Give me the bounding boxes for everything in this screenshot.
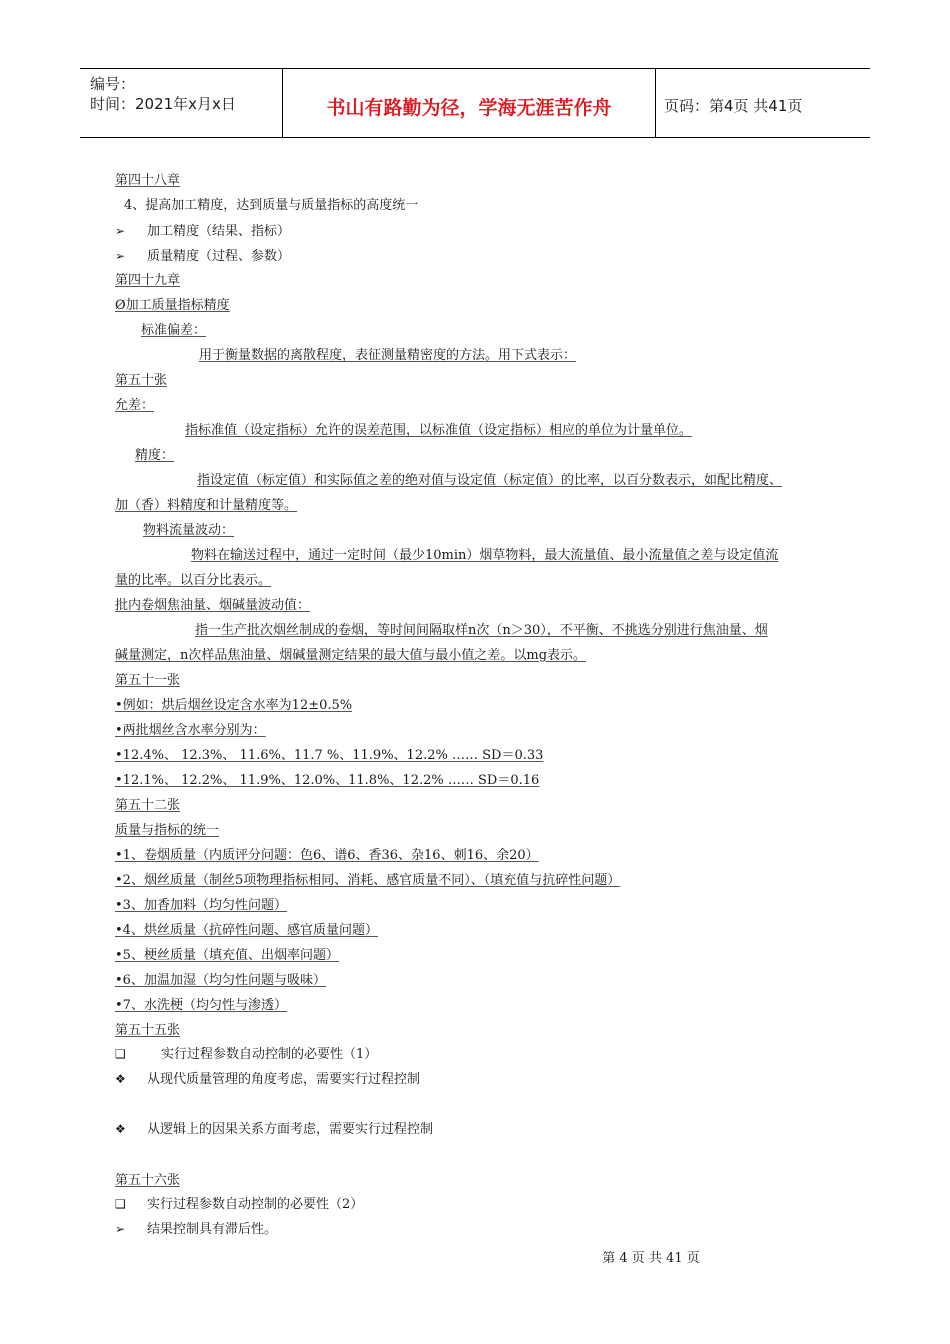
section-heading: 第五十张 — [115, 373, 168, 388]
list-item: •3、加香加料（均匀性问题） — [115, 898, 287, 913]
header-meta — [80, 69, 282, 137]
list-item-label: 实行过程参数自动控制的必要性（1） — [161, 1047, 378, 1062]
list-item: •7、水洗梗（均匀性与渗透） — [115, 998, 287, 1013]
text-line: •例如：烘后烟丝设定含水率为12±0.5% — [115, 698, 353, 713]
arrow-icon: ➢ — [115, 224, 126, 238]
header-page-cell — [654, 69, 870, 137]
list-item: •1、卷烟质量（内质评分问题：色6、谱6、香36、杂16、刺16、余20） — [115, 848, 539, 863]
footer-page-number: 第 4 页 共 41 页 — [602, 1251, 700, 1266]
term-label: 批内卷烟焦油量、烟碱量波动值： — [115, 598, 311, 613]
square-bullet-icon: ❑ — [115, 1047, 126, 1061]
term-label: 允差： — [115, 398, 155, 413]
section-heading: 第四十九章 — [115, 273, 181, 288]
list-item: •5、梗丝质量（填充值、出烟率问题） — [115, 948, 339, 963]
text-line: 量的比率。以百分比表示。 — [115, 573, 272, 588]
arrow-icon: ➢ — [115, 249, 126, 263]
text-line: 指标准值（设定指标）允许的误差范围，以标准值（设定指标）相应的单位为计量单位。 — [185, 423, 693, 438]
text-line: 物料在输送过程中，通过一定时间（最少10min）烟草物料，最大流量值、最小流量值之差与设定值流 — [191, 548, 779, 563]
list-item — [115, 222, 290, 241]
list-item — [115, 1070, 420, 1089]
list-item-label: 从逻辑上的因果关系方面考虑，需要实行过程控制 — [147, 1122, 434, 1137]
page-header — [80, 68, 870, 138]
section-heading: 第五十一张 — [115, 673, 181, 688]
arrow-icon: ➢ — [115, 1222, 126, 1236]
diamond-bullet-icon: ❖ — [115, 1072, 126, 1086]
text-line: •12.1%、 12.2%、 11.9%、12.0%、11.8%、12.2% …… SD＝0.16 — [115, 773, 540, 788]
date-label: 时间：2021年x月x日 — [90, 95, 236, 113]
header-motto-cell — [282, 69, 656, 137]
header-page-label: 页码：第4页 共41页 — [664, 97, 803, 115]
term-label: 精度： — [135, 448, 175, 463]
header-motto: 书山有路勤为径，学海无涯苦作舟 — [326, 97, 612, 119]
text-line: 碱量测定，n次样品焦油量、烟碱量测定结果的最大值与最小值之差。以mg表示。 — [115, 648, 587, 663]
text-line: Ø加工质量指标精度 — [115, 298, 230, 313]
list-item-label: 实行过程参数自动控制的必要性（2） — [147, 1197, 364, 1212]
section-heading: 第五十二张 — [115, 798, 181, 813]
text-line: 用于衡量数据的离散程度，表征测量精密度的方法。用下式表示： — [199, 348, 577, 363]
text-line: 4、提高加工精度，达到质量与质量指标的高度统一 — [124, 198, 419, 213]
list-item-label: 加工精度（结果、指标） — [147, 224, 291, 239]
list-item — [115, 1220, 277, 1239]
term-label: 标准偏差： — [141, 323, 207, 338]
list-item-label: 质量精度（过程、参数） — [147, 249, 291, 264]
text-line: •两批烟丝含水率分别为： — [115, 723, 266, 738]
list-item — [115, 1120, 433, 1139]
list-item: •4、烘丝质量（抗碎性问题、感官质量问题） — [115, 923, 378, 938]
page-footer — [0, 1247, 950, 1266]
diamond-bullet-icon: ❖ — [115, 1122, 126, 1136]
text-line: 质量与指标的统一 — [115, 823, 220, 838]
section-heading: 第五十五张 — [115, 1023, 181, 1038]
list-item: •2、烟丝质量（制丝5项物理指标相同、消耗、感官质量不同）、（填充值与抗碎性问题） — [115, 873, 621, 888]
text-line: 加（香）料精度和计量精度等。 — [115, 498, 298, 513]
list-item-label: 从现代质量管理的角度考虑，需要实行过程控制 — [147, 1072, 421, 1087]
list-item-label: 结果控制具有滞后性。 — [147, 1222, 278, 1237]
text-line: •12.4%、 12.3%、 11.6%、11.7 %、11.9%、12.2% …… SD＝0.33 — [115, 748, 544, 763]
list-item: •6、加温加湿（均匀性问题与吸味） — [115, 973, 326, 988]
section-heading: 第四十八章 — [115, 173, 181, 188]
section-heading: 第五十六张 — [115, 1173, 181, 1188]
text-line: 指一生产批次烟丝制成的卷烟，等时间间隔取样n次（n＞30），不平衡、不挑选分别进行焦油量、烟 — [195, 623, 768, 638]
list-item — [115, 1195, 363, 1214]
text-line: 指设定值（标定值）和实际值之差的绝对值与设定值（标定值）的比率，以百分数表示，如配比精度、 — [197, 473, 783, 488]
list-item — [115, 1045, 377, 1064]
serial-label: 编号： — [90, 75, 136, 93]
square-bullet-icon: ❑ — [115, 1197, 126, 1211]
list-item — [115, 247, 290, 266]
term-label: 物料流量波动： — [143, 523, 235, 538]
